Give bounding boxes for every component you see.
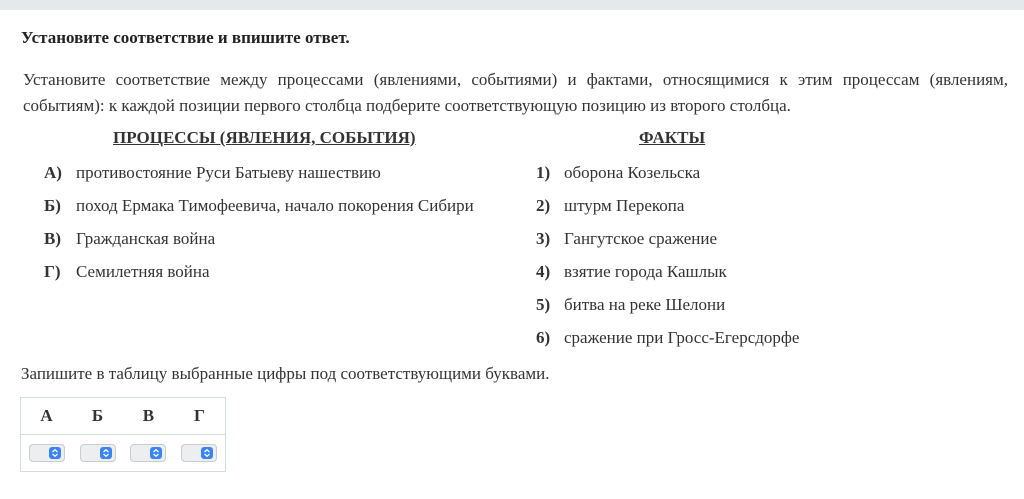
process-item [44, 163, 381, 183]
select-chevrons-icon [201, 447, 213, 459]
process-text: Гражданская война [76, 229, 216, 248]
fact-text: Гангутское сражение [564, 229, 717, 248]
fact-number: 4) [536, 262, 551, 281]
process-text: противостояние Руси Батыеву нашествию [76, 163, 381, 182]
process-item [44, 196, 474, 216]
process-letter: В) [44, 229, 61, 248]
answer-select-a[interactable] [29, 444, 65, 462]
fact-text: оборона Козельска [564, 163, 701, 182]
answer-cell [21, 435, 73, 472]
process-letter: Г) [44, 262, 61, 281]
fact-item [536, 328, 799, 348]
answer-letter: Б [72, 398, 123, 435]
answer-select-g[interactable] [181, 444, 217, 462]
answer-select-v[interactable] [130, 444, 166, 462]
fact-item [536, 196, 684, 216]
answer-select-b[interactable] [80, 444, 116, 462]
fact-item [536, 262, 727, 282]
facts-column-header: ФАКТЫ [639, 128, 706, 147]
top-bar [0, 0, 1024, 10]
answer-letter: Г [174, 398, 226, 435]
fact-number: 3) [536, 229, 551, 248]
answer-letters-row [21, 398, 226, 435]
task-title: Установите соответствие и впишите ответ. [21, 28, 350, 47]
answer-cell [123, 435, 174, 472]
fact-number: 5) [536, 295, 551, 314]
process-text: поход Ермака Тимофеевича, начало покорения Сибири [76, 196, 474, 215]
fact-text: битва на реке Шелони [564, 295, 726, 314]
fact-item [536, 295, 725, 315]
answer-cell [72, 435, 123, 472]
process-letter: Б) [44, 196, 61, 215]
fact-item [536, 163, 700, 183]
process-item [44, 262, 210, 282]
select-chevrons-icon [49, 447, 61, 459]
fact-number: 6) [536, 328, 551, 347]
select-chevrons-icon [100, 447, 112, 459]
process-text: Семилетняя война [76, 262, 210, 281]
fact-number: 1) [536, 163, 551, 182]
answer-instruction: Запишите в таблицу выбранные цифры под соответствующими буквами. [21, 364, 550, 383]
fact-text: взятие города Кашлык [564, 262, 727, 281]
select-chevrons-icon [150, 447, 162, 459]
fact-text: сражение при Гросс-Егерсдорфе [564, 328, 800, 347]
process-letter: А) [44, 163, 62, 182]
fact-item [536, 229, 717, 249]
answer-letter: А [21, 398, 73, 435]
processes-column-header: ПРОЦЕССЫ (ЯВЛЕНИЯ, СОБЫТИЯ) [113, 128, 416, 147]
answer-cell [174, 435, 226, 472]
fact-text: штурм Перекопа [564, 196, 685, 215]
task-intro: Установите соответствие между процессами (явлениями, событиями) и фактами, относящимися к этим процессам (явлениям, событиям): к каждой позиции первого столбца подберите соответствующую позицию из второго столбца. [23, 70, 1008, 115]
answer-table [20, 397, 226, 472]
process-item [44, 229, 215, 249]
answer-letter: В [123, 398, 174, 435]
fact-number: 2) [536, 196, 551, 215]
answer-selects-row [21, 435, 226, 472]
